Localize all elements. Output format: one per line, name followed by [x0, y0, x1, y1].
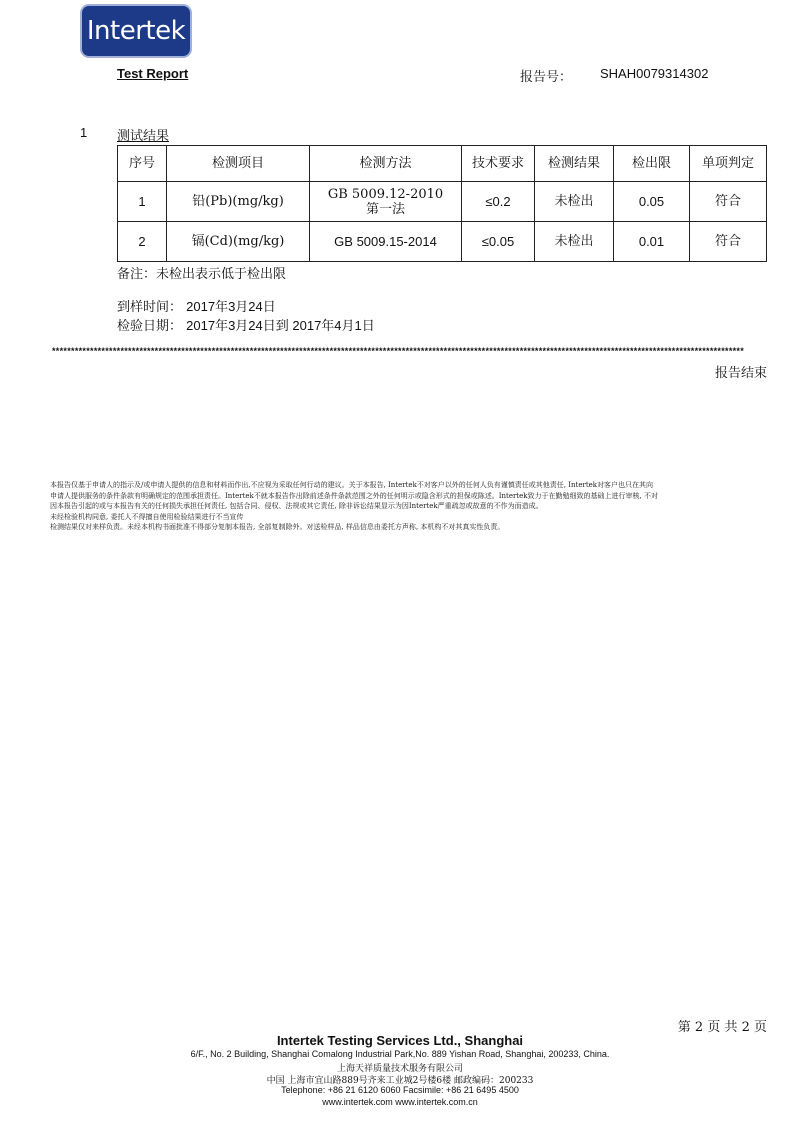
- header-cell: 检出限: [614, 146, 690, 182]
- footer-address-en: 6/F., No. 2 Building, Shanghai Comalong Industrial Park,No. 889 Yishan Road, Shanghai, 200233, China.: [190, 1049, 610, 1059]
- cell-requirement: ≤0.05: [462, 222, 535, 262]
- header-cell: 序号: [118, 146, 167, 182]
- header-cell: 技术要求: [462, 146, 535, 182]
- footer-web: www.intertek.com www.intertek.com.cn: [322, 1097, 478, 1107]
- page-number: 第 2 页 共 2 页: [677, 1020, 767, 1035]
- logo-text: Intertek: [86, 16, 186, 46]
- table-row: [118, 222, 767, 262]
- report-number-label: 报告号：: [520, 70, 573, 85]
- method-standard: GB 5009.12-2010: [327, 186, 444, 202]
- report-title: Test Report: [117, 66, 189, 81]
- results-table: [117, 145, 767, 262]
- section-number: 1: [80, 125, 88, 140]
- disclaimer-line: 检测结果仅对来样负责。未经本机构书面批准不得部分复制本报告, 全部复制除外。对送检样品, 样品信息由委托方声称, 本机构不对其真实性负责。: [50, 523, 505, 531]
- header-cell: 检测结果: [535, 146, 614, 182]
- footer-company-cn: 上海天祥质量技术服务有限公司: [336, 1064, 463, 1074]
- header-cell: 检测方法: [310, 146, 462, 182]
- cell-method: GB 5009.15-2014: [310, 222, 462, 262]
- table-note: 备注：未检出表示低于检出限: [117, 267, 287, 282]
- arrival-label: 到样时间：: [117, 300, 183, 315]
- disclaimer-line: 因本报告引起的或与本报告有关的任何损失承担任何责任, 包括合同、侵权、法规或其它责任, 除非诉讼结果显示为因Intertek严重疏忽或故意的不作为而造成。: [50, 502, 543, 510]
- method-note: 第一法: [365, 201, 405, 217]
- report-number: SHAH0079314302: [600, 66, 709, 81]
- cell-method: [310, 182, 462, 222]
- footer-phone: Telephone: +86 21 6120 6060 Facsimile: +86 21 6495 4500: [281, 1085, 519, 1095]
- header-cell: 单项判定: [690, 146, 767, 182]
- report-end-text: 报告结束: [714, 366, 767, 381]
- cell-item: 铅(Pb)(mg/kg): [167, 182, 310, 222]
- disclaimer-line: 本报告仅基于申请人的指示及/或申请人提供的信息和材料而作出,不应视为采取任何行动的建议。关于本报告, Intertek不对客户以外的任何人负有谨慎责任或其他责任, Intertek对客户也只在其向: [50, 481, 654, 489]
- cell-limit: 0.01: [614, 222, 690, 262]
- cell-no: 2: [118, 222, 167, 262]
- arrival-value: 2017年3月24日: [186, 299, 276, 314]
- footer-address-cn: 中国 上海市宜山路889号齐来工业城2号楼6楼 邮政编码：200233: [266, 1076, 534, 1086]
- disclaimer-text: [50, 480, 772, 533]
- intertek-logo: [80, 4, 192, 58]
- test-date-label: 检验日期：: [117, 319, 183, 334]
- cell-limit: 0.05: [614, 182, 690, 222]
- cell-result: 未检出: [535, 182, 614, 222]
- table-header-row: [118, 146, 767, 182]
- cell-result: 未检出: [535, 222, 614, 262]
- disclaimer-line: 申请人提供服务的条件条款有明确规定的范围承担责任。Intertek不就本报告作出除前述条件条款范围之外的任何明示或隐含形式的担保或陈述。Intertek致力于在勤勉细致的基础上进行审核, 不对: [50, 491, 658, 500]
- cell-judgement: 符合: [690, 182, 767, 222]
- table-row: [118, 182, 767, 222]
- cell-judgement: 符合: [690, 222, 767, 262]
- cell-item: 镉(Cd)(mg/kg): [167, 222, 310, 262]
- section-title: 测试结果: [117, 129, 170, 144]
- cell-requirement: ≤0.2: [462, 182, 535, 222]
- header-cell: 检测项目: [167, 146, 310, 182]
- disclaimer-line: 未经检验机构同意, 委托人不得擅自使用检验结果进行不当宣传: [50, 512, 244, 521]
- arrival-date-line: [117, 296, 276, 315]
- separator-line: **************************************************************************************************************************************************************************************: [52, 347, 745, 356]
- test-date-line: [117, 315, 375, 334]
- test-date-value: 2017年3月24日到 2017年4月1日: [186, 318, 375, 333]
- cell-no: 1: [118, 182, 167, 222]
- footer-company: Intertek Testing Services Ltd., Shanghai: [276, 1033, 524, 1048]
